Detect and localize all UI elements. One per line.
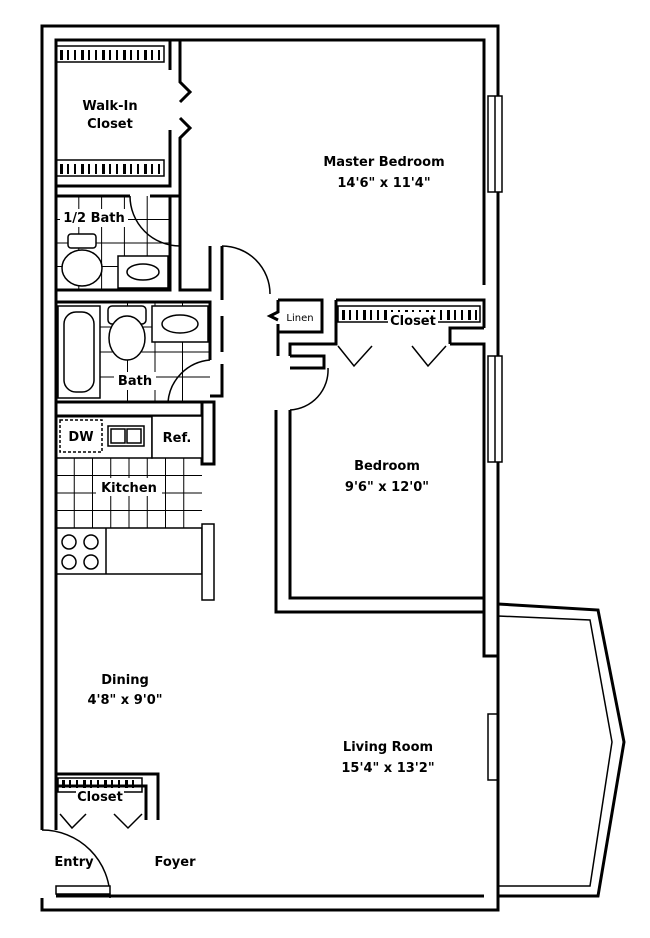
window-bedroom [488, 356, 502, 462]
walk-in-closet-label-2: Closet [87, 117, 133, 132]
foyer-label: Foyer [154, 855, 196, 870]
bedroom-size: 9'6" x 12'0" [344, 480, 430, 495]
walk-in-closet-label-1: Walk-In [82, 99, 138, 114]
dining-label: Dining [101, 673, 149, 688]
entry-label: Entry [54, 855, 94, 870]
window-master [488, 96, 502, 192]
bedroom-walls [276, 344, 498, 656]
refrigerator-label: Ref. [162, 431, 192, 446]
linen-label: Linen [286, 313, 314, 324]
dining-size: 4'8" x 9'0" [87, 693, 163, 708]
bath-label: Bath [117, 374, 153, 389]
half-bath-label: 1/2 Bath [63, 211, 125, 226]
living-room-size: 15'4" x 13'2" [341, 761, 435, 776]
balcony [498, 604, 624, 896]
dishwasher-label: DW [68, 430, 94, 445]
master-bedroom-size: 14'6" x 11'4" [337, 176, 431, 191]
bedroom-label: Bedroom [354, 459, 420, 474]
linen-closet [270, 300, 322, 356]
bedroom-closet-label: Closet [390, 314, 436, 329]
kitchen-label: Kitchen [101, 481, 157, 496]
foyer-closet-label: Closet [77, 790, 123, 805]
living-room-label: Living Room [342, 740, 434, 755]
master-bedroom-label: Master Bedroom [323, 155, 445, 170]
